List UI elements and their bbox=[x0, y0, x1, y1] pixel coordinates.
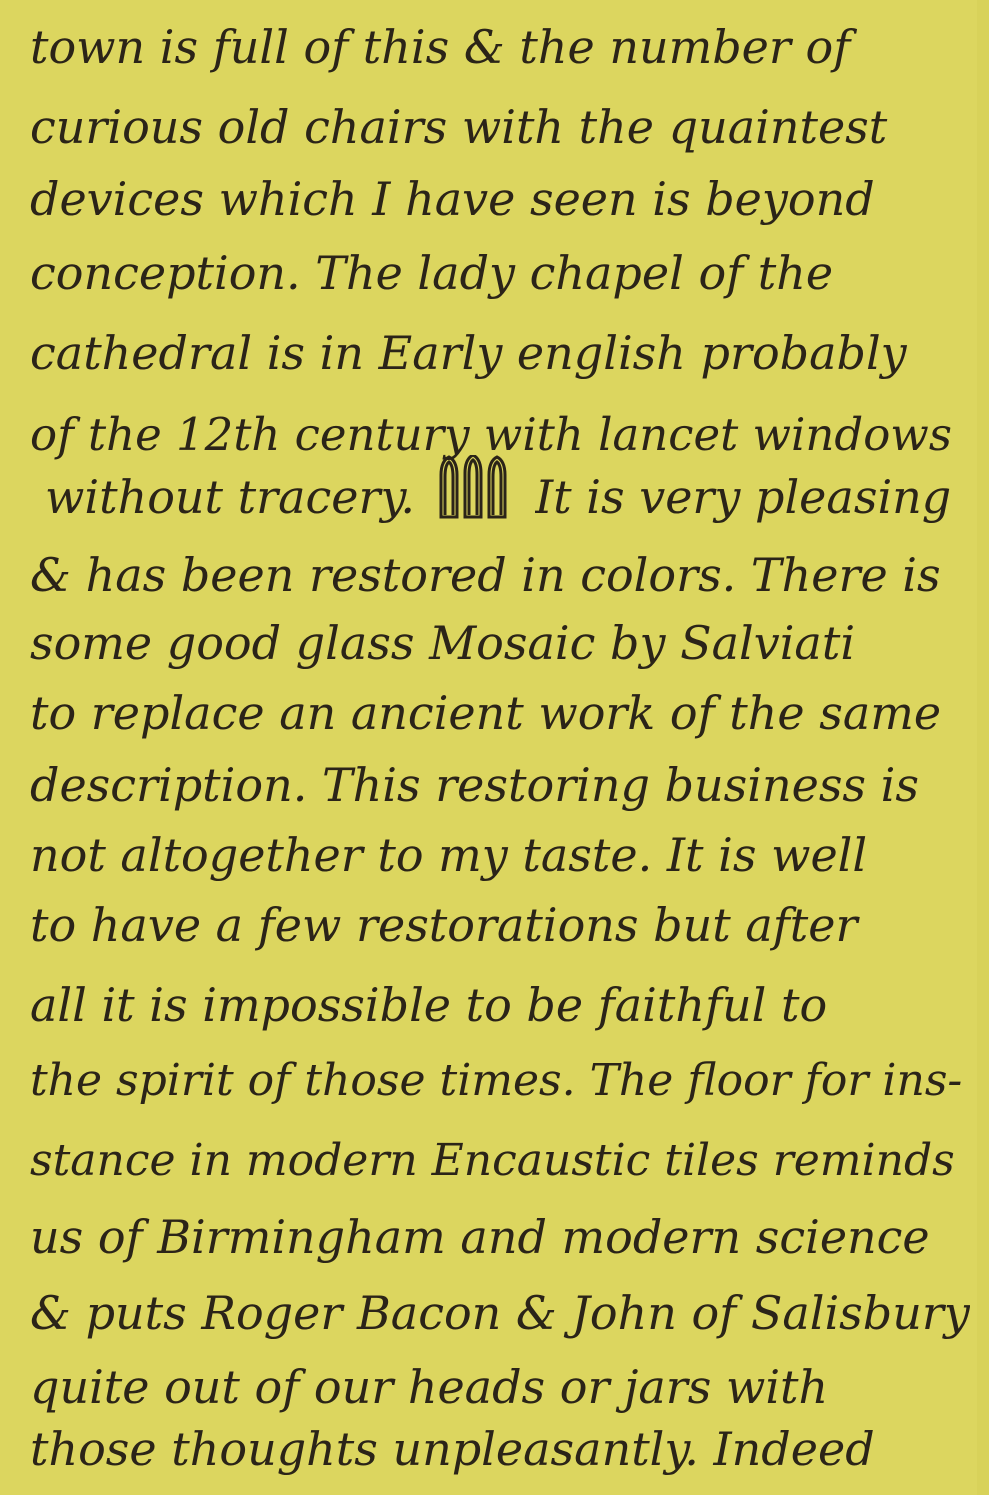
letter-line: town is full of this & the number of bbox=[30, 20, 851, 74]
letter-line: cathedral is in Early english probably bbox=[30, 326, 907, 380]
letter-line: those thoughts unpleasantly. Indeed bbox=[30, 1422, 875, 1476]
letter-line: conception. The lady chapel of the bbox=[30, 246, 834, 300]
letter-line: description. This restoring business is bbox=[30, 758, 919, 812]
letter-line: of the 12th century with lancet windows bbox=[30, 408, 952, 461]
letter-line: not altogether to my taste. It is well bbox=[30, 828, 868, 882]
letter-line: all it is impossible to be faithful to bbox=[30, 978, 828, 1032]
letter-line: us of Birmingham and modern science bbox=[30, 1210, 930, 1264]
letter-line: to have a few restorations but after bbox=[30, 898, 858, 952]
letter-line: the spirit of those times. The floor for ins- bbox=[30, 1055, 963, 1106]
letter-line: & has been restored in colors. There is bbox=[30, 548, 941, 602]
letter-line: to replace an ancient work of the same bbox=[30, 686, 942, 740]
page-edge bbox=[977, 0, 989, 1495]
lancet-windows-sketch bbox=[437, 455, 517, 521]
letter-line: quite out of our heads or jars with bbox=[30, 1360, 829, 1414]
letter-line: stance in modern Encaustic tiles reminds bbox=[30, 1135, 955, 1186]
letter-line: & puts Roger Bacon & John of Salisbury bbox=[30, 1286, 970, 1340]
letter-line: without tracery. bbox=[45, 470, 415, 524]
letter-line: It is very pleasing bbox=[535, 470, 952, 524]
letter-line: some good glass Mosaic by Salviati bbox=[30, 616, 856, 670]
letter-line: curious old chairs with the quaintest bbox=[30, 100, 888, 154]
letter-line: devices which I have seen is beyond bbox=[30, 172, 875, 226]
